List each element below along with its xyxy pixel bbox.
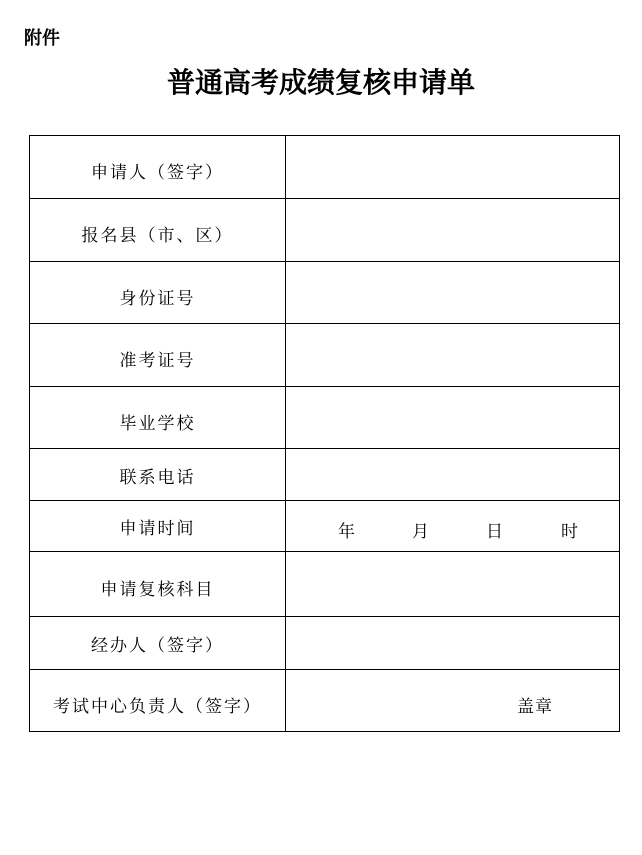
field-graduation-school[interactable]	[286, 387, 620, 449]
seal-label: 盖章	[517, 697, 553, 717]
form-row-handler	[30, 617, 620, 670]
form-row-phone	[30, 449, 620, 501]
field-applicant-signature[interactable]	[286, 136, 620, 199]
attachment-label: 附件	[24, 28, 60, 49]
form-row-center-head	[30, 670, 620, 732]
field-center-head-signature[interactable]	[286, 670, 620, 732]
form-row-id-number	[30, 262, 620, 324]
form-row-applicant	[30, 136, 620, 199]
form-row-school	[30, 387, 620, 449]
time-unit-month: 月	[412, 522, 429, 542]
label-application-time: 申请时间	[30, 501, 286, 552]
label-review-subjects: 申请复核科目	[30, 552, 286, 617]
field-contact-phone[interactable]	[286, 449, 620, 501]
label-id-number: 身份证号	[30, 262, 286, 324]
form-row-county	[30, 199, 620, 262]
label-handler-signature: 经办人（签字）	[30, 617, 286, 670]
label-registration-county: 报名县（市、区）	[30, 199, 286, 262]
field-application-time[interactable]	[286, 501, 620, 552]
form-row-exam-ticket	[30, 324, 620, 387]
form-title: 普通高考成绩复核申请单	[166, 66, 475, 99]
field-id-number[interactable]	[286, 262, 620, 324]
time-unit-day: 日	[486, 522, 503, 542]
review-application-form	[29, 135, 620, 732]
field-review-subjects[interactable]	[286, 552, 620, 617]
label-applicant-signature: 申请人（签字）	[30, 136, 286, 199]
label-exam-ticket-number: 准考证号	[30, 324, 286, 387]
field-handler-signature[interactable]	[286, 617, 620, 670]
field-exam-ticket-number[interactable]	[286, 324, 620, 387]
label-graduation-school: 毕业学校	[30, 387, 286, 449]
form-row-subjects	[30, 552, 620, 617]
time-unit-year: 年	[338, 522, 355, 542]
label-center-head-signature: 考试中心负责人（签字）	[30, 670, 286, 732]
time-unit-hour: 时	[561, 522, 578, 542]
form-row-application-time	[30, 501, 620, 552]
field-registration-county[interactable]	[286, 199, 620, 262]
label-contact-phone: 联系电话	[30, 449, 286, 501]
